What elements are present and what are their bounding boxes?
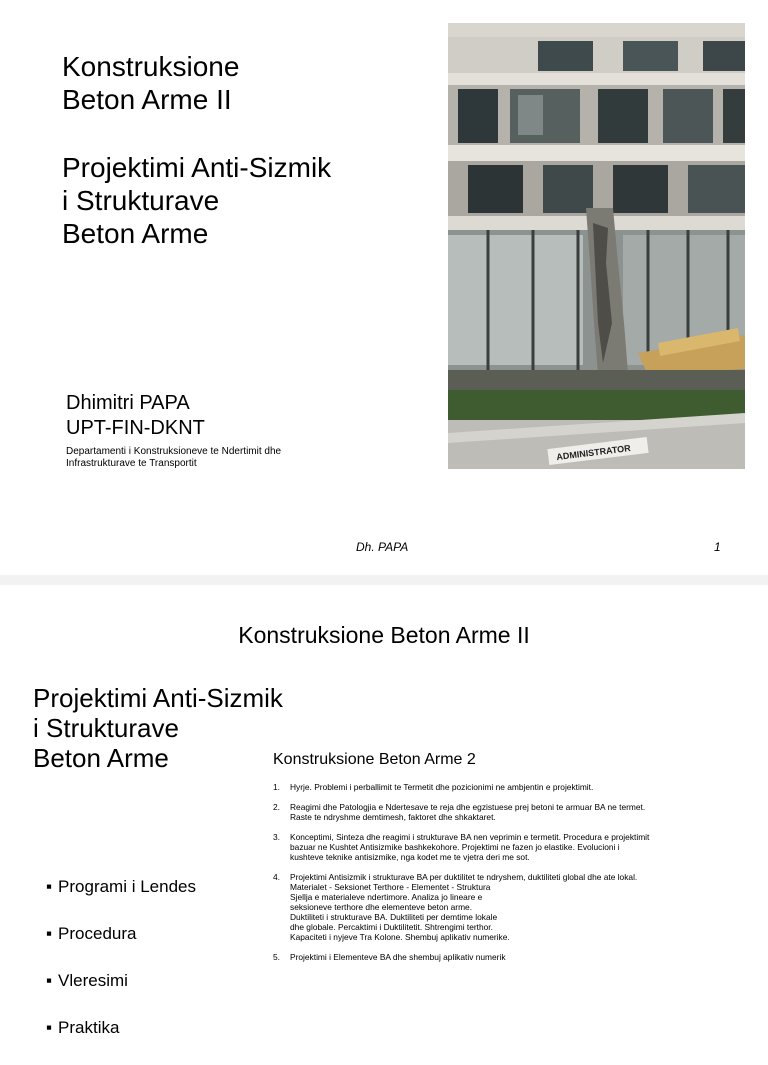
earthquake-damage-photo [448, 23, 745, 469]
department-name [66, 446, 281, 470]
department-line-2: Infrastrukturave te Transportit [66, 458, 197, 469]
nav-item-procedura[interactable]: ▪ Procedura [46, 924, 196, 946]
course-content [273, 751, 758, 972]
syllabus-item [273, 872, 758, 942]
syllabus-item [273, 832, 758, 862]
course-title-line-2: Beton Arme II [62, 84, 232, 115]
author-affiliation: UPT-FIN-DKNT [66, 417, 205, 439]
author-block [66, 391, 205, 441]
syllabus-item-text: Konceptimi, Sinteza dhe reagimi i strukturave BA nen veprimin e termetit. Procedura e projektimit bazuar ne Kushtet Antisizmike bashkekohore. Projektimi ne fazen jo elastike. Evolucioni i kushteve teknike antisizmike, nga kodet me te vjetra deri me sot. [290, 832, 650, 862]
course-title-line-1: Konstruksione [62, 51, 240, 82]
subtitle-line-2: i Strukturave [62, 185, 220, 216]
nav-item-programi[interactable]: ▪ Programi i Lendes [46, 877, 196, 899]
author-name: Dhimitri PAPA [66, 392, 190, 414]
left-title-line-2: i Strukturave [33, 713, 179, 743]
nav-item-praktika[interactable]: ▪ Praktika [46, 1018, 196, 1040]
syllabus-item-text: Projektimi Antisizmik i strukturave BA per duktilitet te ndryshem, duktiliteti global dhe ate lokal. Materialet - Seksionet Terthore - Elementet - Struktura Sjellja e materialeve ndertimore. Analiza jo lineare e seksioneve terthore dhe elementeve beton arme. Duktiliteti i strukturave BA. Duktiliteti per demtime lokale dhe globale. Percaktimi i Duktilitetit. Shtrengimi terthor. Kapaciteti i nyjeve Tra Kolone. Shembuj aplikativ numerike. [290, 872, 638, 942]
syllabus-item-text: Hyrje. Problemi i perballimit te Termetit dhe pozicionimi ne ambjentin e projektimit. [290, 782, 594, 792]
syllabus-item [273, 782, 758, 792]
syllabus-item [273, 802, 758, 822]
slide-2-left-title [33, 683, 283, 773]
syllabus-list [273, 782, 758, 962]
department-line-1: Departamenti i Konstruksioneve te Ndertimit dhe [66, 446, 282, 457]
course-nav-list [46, 877, 196, 1065]
syllabus-item-text: Reagimi dhe Patologjia e Ndertesave te reja dhe egzistuese prej betoni te armuar BA ne termet. Raste te ndryshme demtimesh, faktoret dhe shkaktaret. [290, 802, 646, 822]
slide-2-title: Konstruksione Beton Arme II [238, 622, 530, 648]
content-heading: Konstruksione Beton Arme 2 [273, 751, 476, 768]
syllabus-item-number: 5. [273, 952, 280, 962]
syllabus-item-number: 4. [273, 872, 280, 882]
syllabus-item-number: 2. [273, 802, 280, 812]
photo-sign-text: ADMINISTRATOR [555, 443, 632, 463]
slide-separator [0, 575, 768, 585]
course-title [62, 50, 239, 116]
subtitle-line-1: Projektimi Anti-Sizmik [62, 152, 332, 183]
presentation-subtitle [62, 151, 331, 250]
syllabus-item [273, 952, 758, 962]
slide-2 [0, 585, 768, 1037]
syllabus-item-number: 1. [273, 782, 280, 792]
left-title-line-3: Beton Arme [33, 743, 169, 773]
subtitle-line-3: Beton Arme [62, 218, 209, 249]
page-number: 1 [714, 540, 721, 554]
footer-author: Dh. PAPA [356, 540, 409, 554]
left-title-line-1: Projektimi Anti-Sizmik [33, 683, 283, 713]
nav-item-vleresimi[interactable]: ▪ Vleresimi [46, 971, 196, 993]
syllabus-item-text: Projektimi i Elementeve BA dhe shembuj aplikativ numerik [290, 952, 506, 962]
syllabus-item-number: 3. [273, 832, 280, 842]
